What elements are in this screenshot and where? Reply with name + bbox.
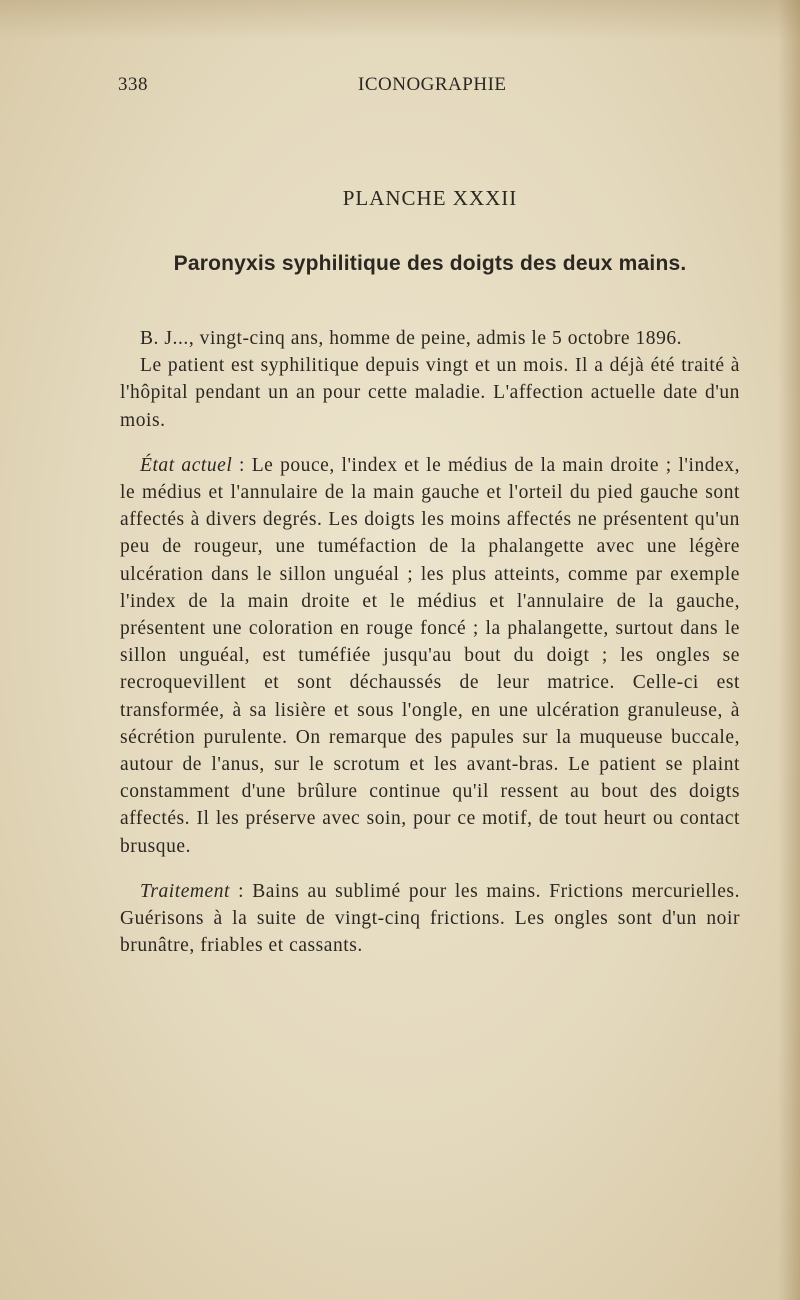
subject-title: Paronyxis syphilitique des doigts des deux mains. [173, 252, 687, 275]
running-head [118, 74, 507, 104]
current-state-text: : Le pouce, l'index et le médius de la main droite ; l'index, le médius et l'annulaire de la main gauche et l'orteil du pied gauche sont affectés à divers degrés. Les doigts les moins affectés ne présentent qu'un peu de rougeur, une tuméfaction de la phalangette avec une légère ulcération dans le sillon unguéal ; les plus atteints, comme par exemple l'index de la main droite et le médius et l'annulaire de la gauche, présentent une coloration en rouge foncé ; la phalangette, surtout dans le sillon unguéal, est tuméfiée jusqu'au bout du doigt ; les ongles se recroquevillent et sont déchaussés de leur matrice. Celle-ci est transformée, à sa lisière et sous l'ongle, en une ulcération granuleuse, à sécrétion purulente. On remarque des papules sur la muqueuse buccale, autour de l'anus, sur le scrotum et les avant-bras. Le patient se plaint constamment d'une brûlure continue qu'il ressent au bout des doigts affectés. Il les préserve avec soin, pour ce motif, de tout heurt ou contact brusque. [120, 454, 740, 857]
treatment-text: : Bains au sublimé pour les mains. Frictions mercurielles. Guérisons à la suite de vingt-cinq frictions. Les ongles sont d'un noir brunâtre, friables et cassants. [120, 880, 740, 957]
page-number: 338 [118, 74, 148, 95]
plate-title: PLANCHE XXXII [342, 186, 518, 210]
body-text [120, 325, 740, 959]
running-title: ICONOGRAPHIE [358, 74, 507, 95]
current-state-lead: État actuel [140, 454, 233, 476]
page-shadow-top [0, 0, 800, 40]
paragraph-history: Le patient est syphilitique depuis vingt et un mois. Il a déjà été traité à l'hôpital pendant un an pour cette maladie. L'affection actuelle date d'un mois. [120, 355, 740, 431]
paragraph-patient: B. J..., vingt-cinq ans, homme de peine, admis le 5 octobre 1896. [140, 328, 683, 349]
paragraph-current-state [120, 452, 740, 860]
paragraph-treatment [120, 878, 740, 960]
treatment-lead: Traitement [140, 880, 231, 902]
